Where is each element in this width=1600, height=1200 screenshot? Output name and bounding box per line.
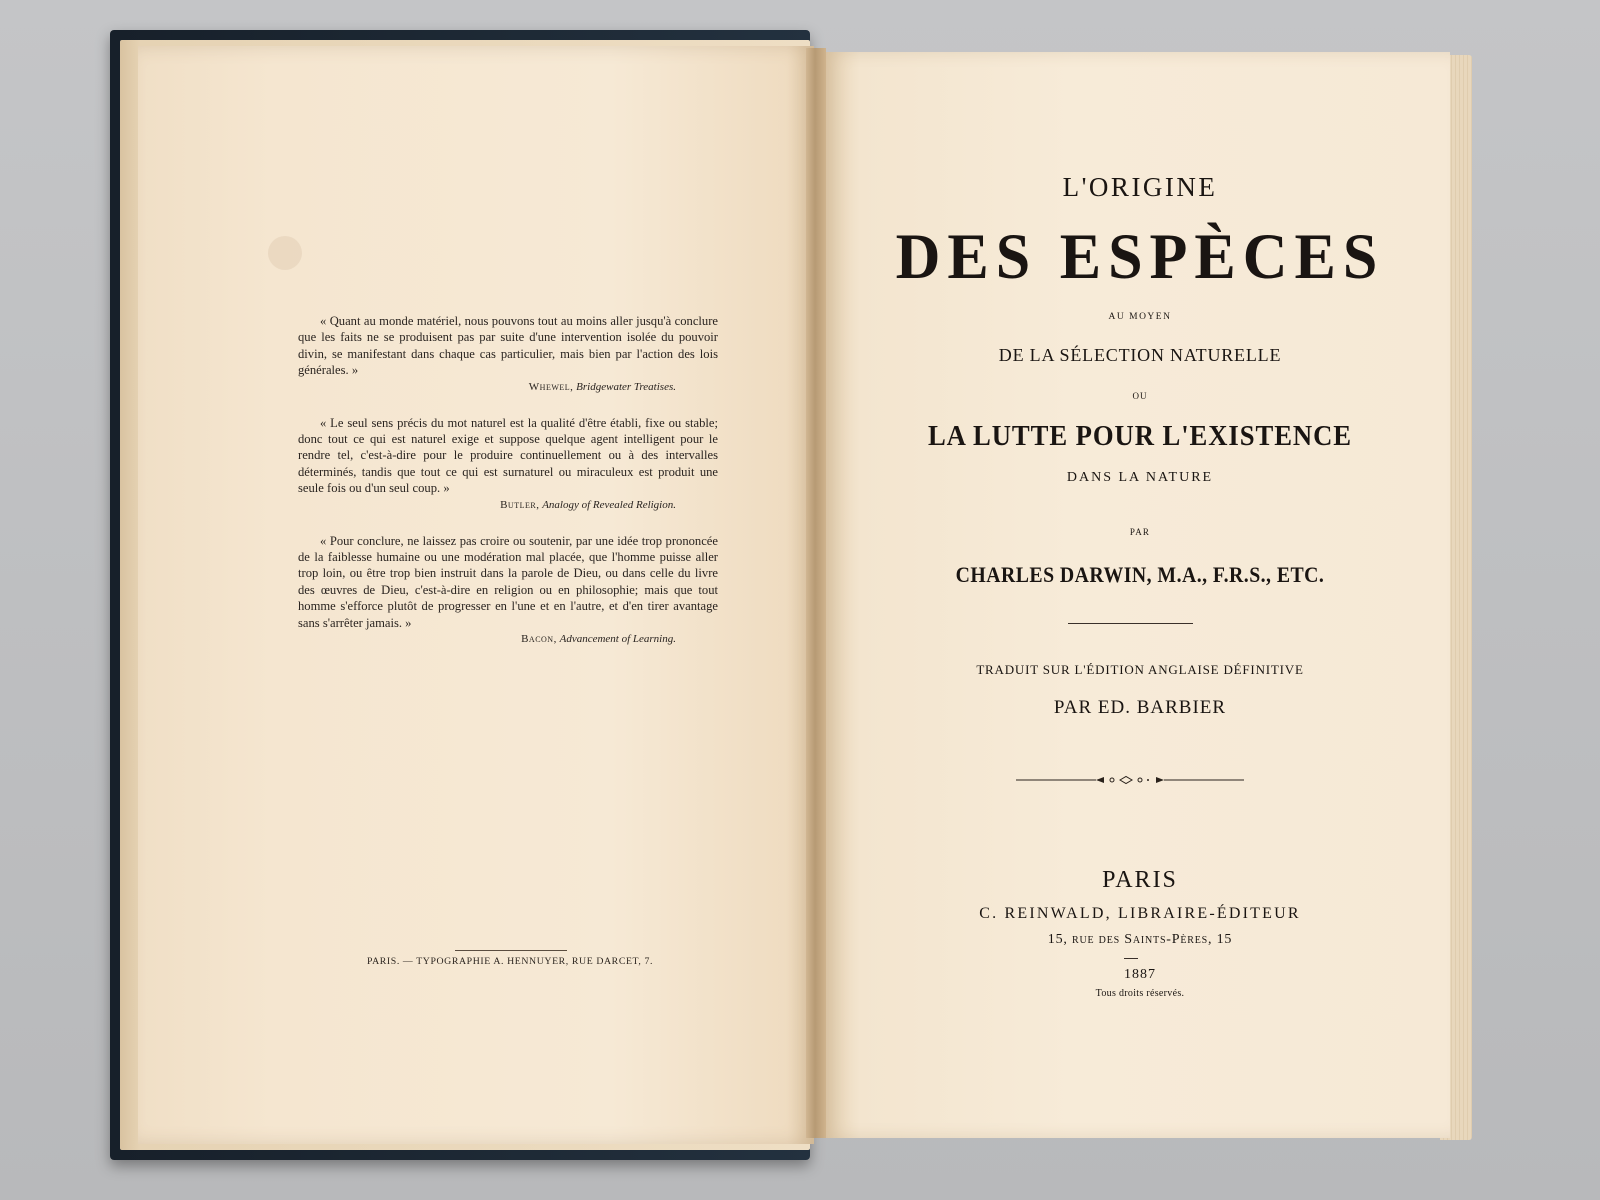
address-number: 15, [1047, 932, 1068, 947]
epigraph-quote: « Pour conclure, ne laissez pas croire ou soutenir, par une idée trop prononcée de la faiblesse humaine ou une modération mal placée, que l'homme puisse aller trop loin, ou être trop bien instruit dans la parole de Dieu, ou dans celle du livre des œuvres de Dieu, c'est-à-dire en religion ou en philosophie; mais que tout homme s'efforce plutôt de progresser en l'une et en l'autre, et d'en tirer avantage sans s'arrêter jamais. » [298, 533, 718, 630]
epigraph-work: Advancement of Learning. [559, 633, 676, 646]
title-divider [1068, 623, 1193, 624]
publication-year: 1887 [1124, 967, 1156, 982]
author-name: CHARLES DARWIN, M.A., F.R.S., ETC. [955, 562, 1325, 587]
ornament-rule-icon [1016, 775, 1244, 785]
epigraph-work: Analogy of Revealed Religion. [542, 498, 676, 511]
address-number-end: 15 [1216, 932, 1233, 947]
title-line-par: PAR [1129, 527, 1151, 537]
title-line-ou: OU [1132, 391, 1148, 401]
paper-foxing-spot [268, 236, 302, 270]
publisher-city: PARIS [1102, 867, 1178, 893]
translation-note: TRADUIT SUR L'ÉDITION ANGLAISE DÉFINITIVE [976, 662, 1304, 677]
title-line-selection: DE LA SÉLECTION NATURELLE [998, 345, 1282, 365]
year-divider [1124, 958, 1138, 959]
epigraphs [298, 313, 718, 667]
translator-name: PAR ED. BARBIER [1053, 697, 1227, 718]
epigraph-butler [298, 415, 718, 513]
title-line-lutte: LA LUTTE POUR L'EXISTENCE [927, 420, 1353, 452]
epigraph-author: Butler, [500, 498, 540, 511]
title-line-au-moyen: AU MOYEN [1108, 312, 1172, 322]
epigraph-bacon [298, 533, 718, 647]
epigraph-whewel [298, 313, 718, 395]
title-line-origine: L'ORIGINE [1062, 172, 1218, 202]
publisher-name: C. REINWALD, LIBRAIRE-ÉDITEUR [979, 905, 1301, 922]
epigraph-author: Whewel, [528, 380, 574, 393]
printer-imprint: PARIS. — TYPOGRAPHIE A. HENNUYER, RUE DARCET, 7. [366, 956, 654, 967]
epigraph-quote: « Quant au monde matériel, nous pouvons tout au moins aller jusqu'à conclure que les faits ne se produisent pas par suite d'une intervention isolée du pouvoir divin, se manifestant dans chaque cas particulier, mais bien par l'action des lois générales. » [298, 314, 718, 378]
epigraph-attribution [298, 632, 676, 647]
title-line-dans-la-nature: DANS LA NATURE [1066, 470, 1214, 485]
rights-notice: Tous droits réservés. [1095, 988, 1185, 999]
address-street: rue des Saints-Pères, [1071, 932, 1213, 947]
printer-divider [455, 950, 567, 951]
epigraph-attribution [298, 380, 676, 395]
title-main: DES ESPÈCES [895, 221, 1385, 293]
epigraph-author: Bacon, [521, 633, 557, 646]
epigraph-work: Bridgewater Treatises. [576, 380, 676, 393]
publisher-address [880, 932, 1400, 948]
epigraph-attribution [298, 498, 676, 513]
book-gutter [806, 48, 826, 1138]
epigraph-quote: « Le seul sens précis du mot naturel est la qualité d'être établi, fixe ou stable; donc tout ce qui est naturel exige et suppose quelque agent intelligent pour le rendre tel, c'est-à-dire pour le produire continuellement ou à des intervalles déterminés, tandis que tout ce qui est surnaturel ou miraculeux est produit une seule fois ou d'un seul coup. » [298, 415, 718, 496]
